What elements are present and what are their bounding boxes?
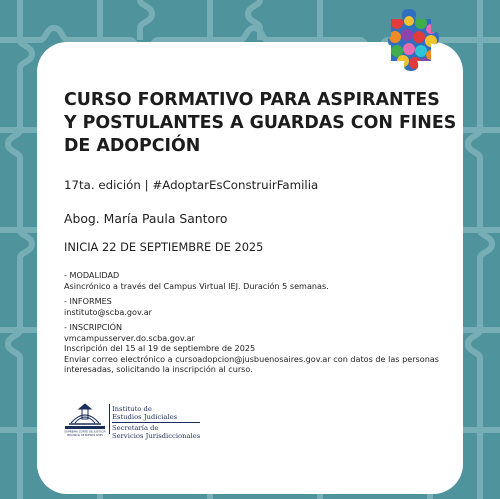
start-date: INICIA 22 DE SEPTIEMBRE DE 2025 [64, 240, 264, 254]
logo-line-3: Secretaría de [112, 424, 159, 432]
institution-names [112, 405, 200, 440]
seal-text: SUPREMA CORTE DE JUSTICIA [64, 429, 106, 434]
modalidad-text: Asincrónico a través del Campus Virtual IEJ. Duración 5 semanas. [64, 280, 329, 291]
informes-section [64, 296, 444, 317]
inscripcion-url: vmcampusserver.do.scba.gov.ar [64, 332, 195, 343]
logo-line-1: Instituto de [112, 405, 152, 413]
informes-heading: - INFORMES [64, 296, 112, 306]
logo-line-2: Estudios Judiciales [112, 413, 200, 423]
logo-line-4: Servicios Jurisdiccionales [112, 432, 201, 440]
course-title [64, 89, 457, 158]
edition-hashtag: 17ta. edición | #AdoptarEsConstruirFamilia [64, 178, 319, 192]
course-title-line-3: DE ADOPCIÓN [64, 136, 201, 156]
puzzle-piece-icon [387, 9, 439, 73]
modalidad-section [64, 270, 444, 291]
modalidad-heading: - MODALIDAD [64, 270, 120, 280]
inscripcion-heading: - INSCRIPCIÓN [64, 322, 123, 332]
course-title-line-2: Y POSTULANTES A GUARDAS CON FINES [64, 113, 457, 133]
inscripcion-section [64, 322, 444, 375]
instructor-name: Abog. María Paula Santoro [64, 211, 228, 226]
seal-subtext: PROVINCIA DE BUENOS AIRES [67, 434, 103, 437]
course-title-line-1: CURSO FORMATIVO PARA ASPIRANTES [64, 90, 440, 110]
inscripcion-instructions-1: Enviar correo electrónico a cursoadopcion@jusbuenosaires.gov.ar con datos de las personas [64, 353, 440, 364]
logo-divider [109, 404, 110, 434]
informes-email: instituto@scba.gov.ar [64, 306, 152, 317]
inscripcion-instructions-2: interesadas, solicitando la inscripción al curso. [64, 364, 253, 374]
inscripcion-dates: Inscripción del 15 al 19 de septiembre de 2025 [64, 343, 256, 353]
